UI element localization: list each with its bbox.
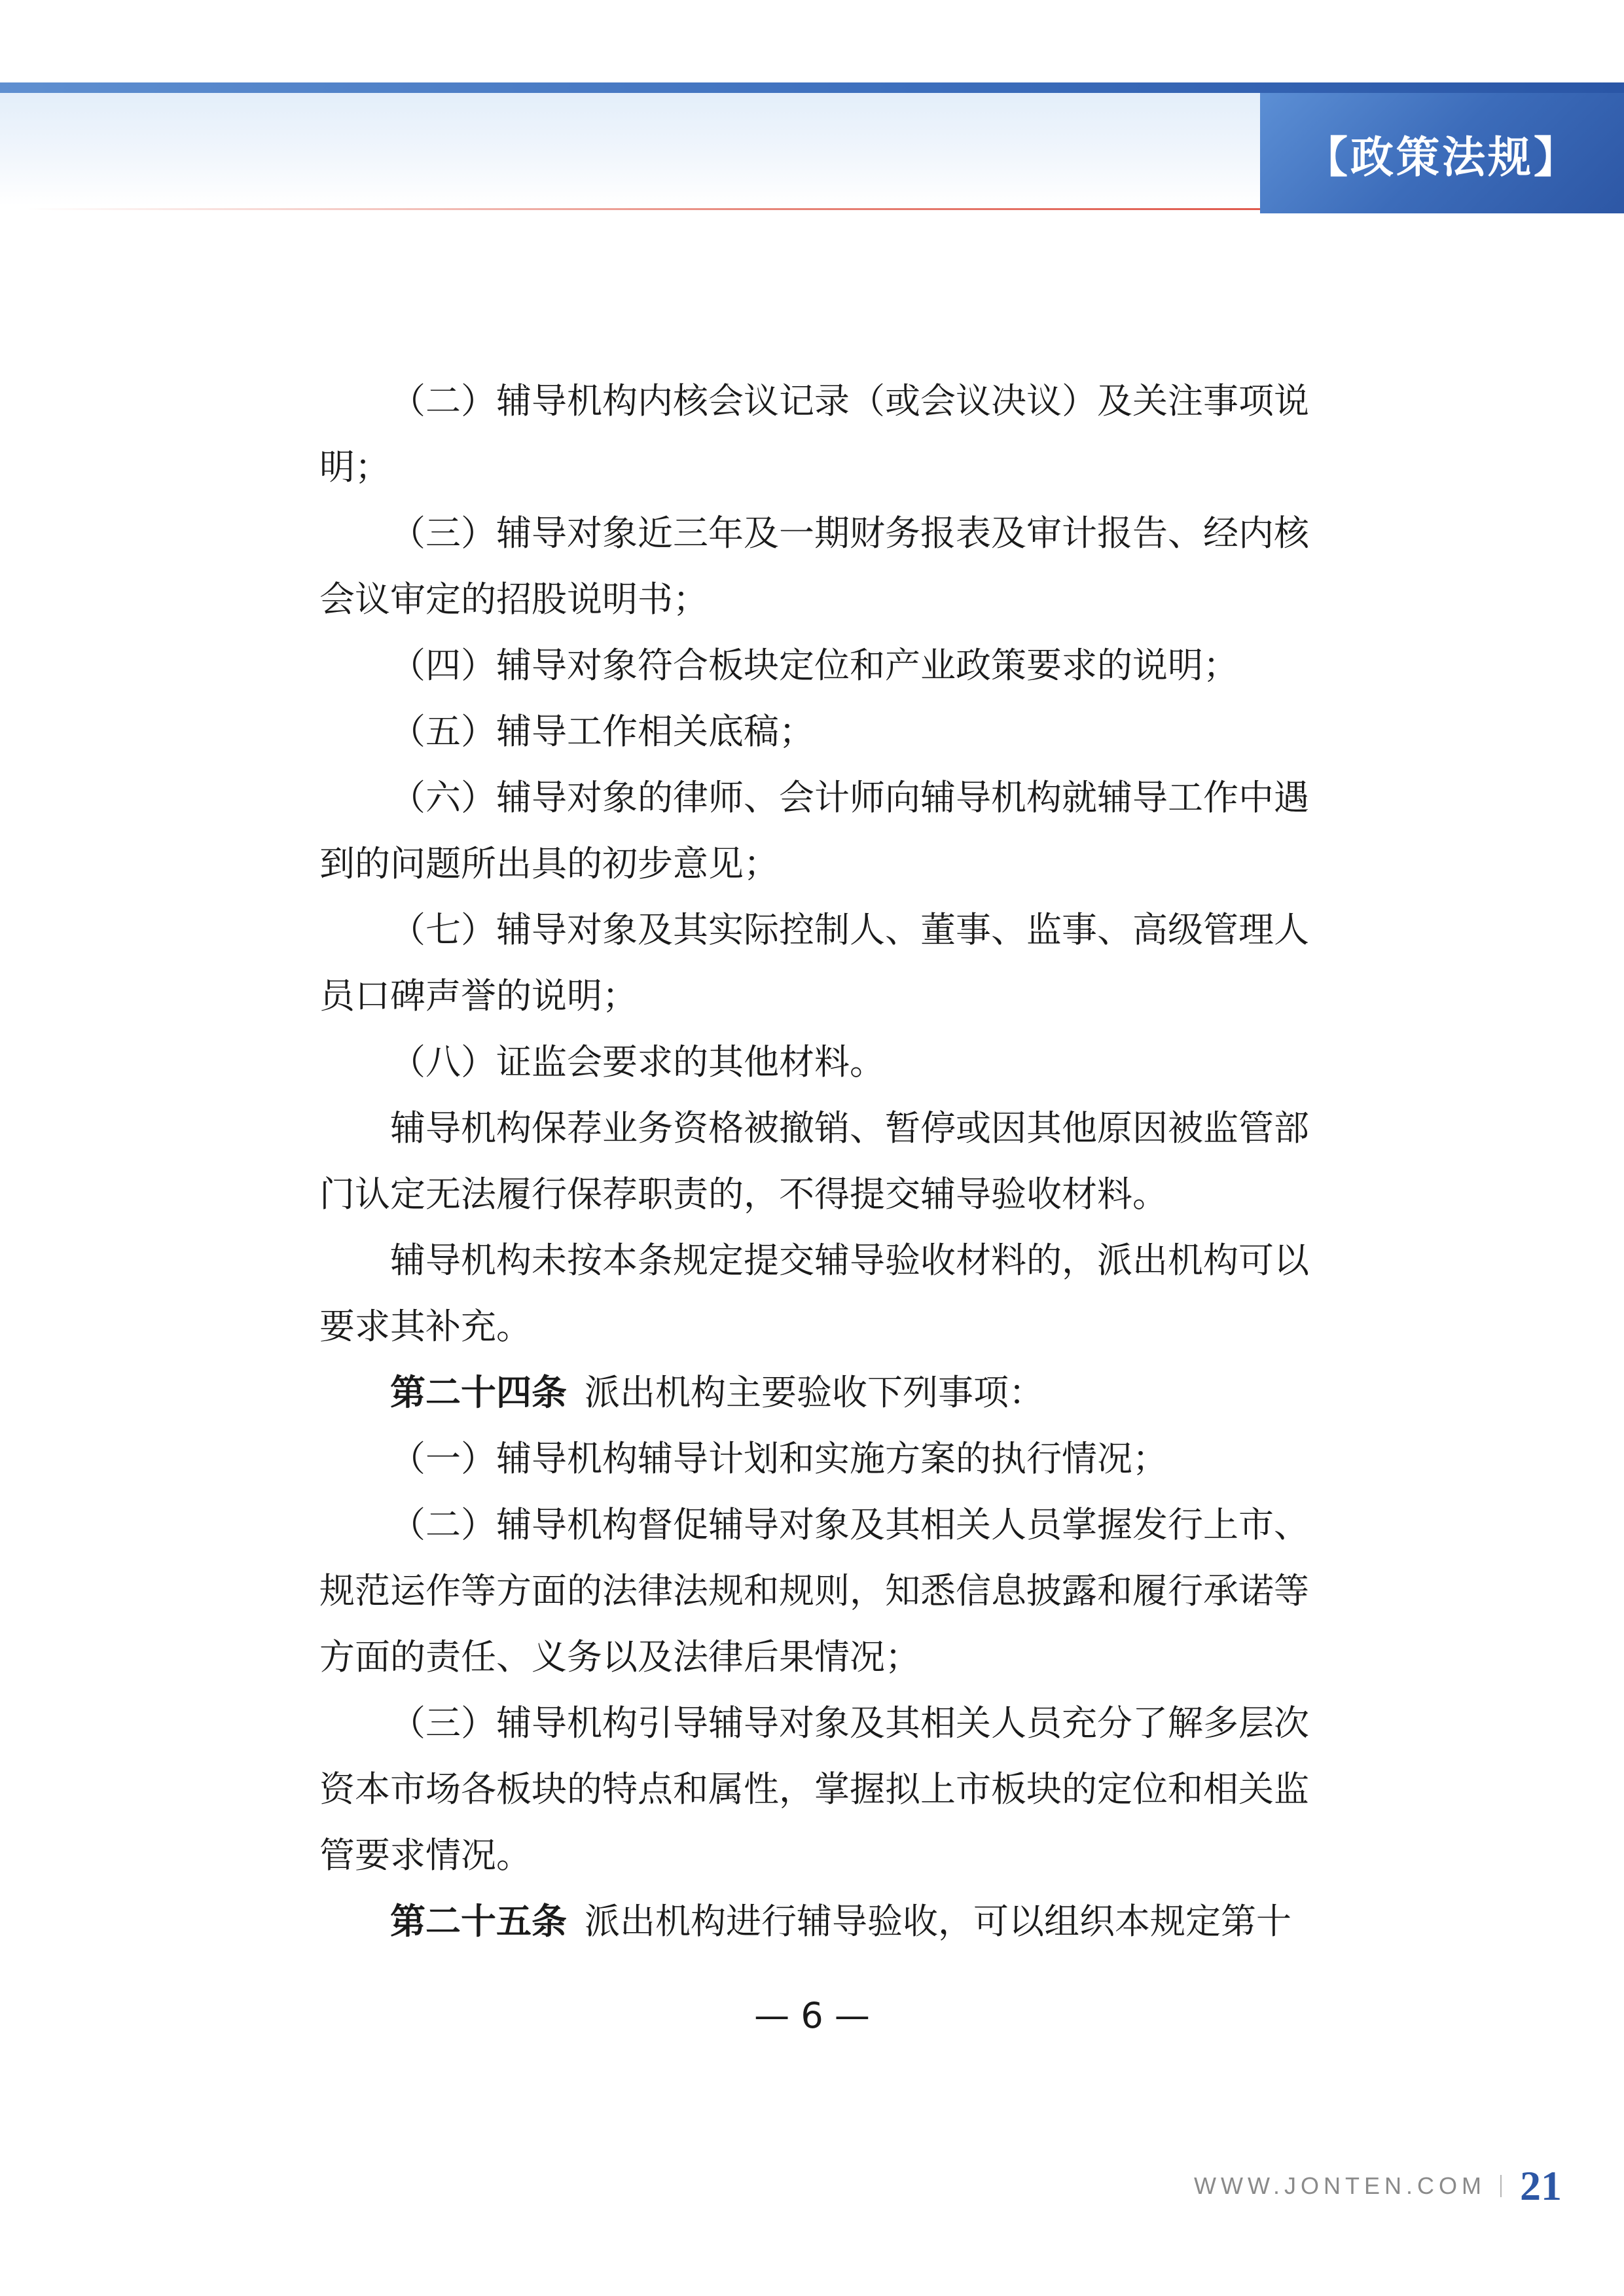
text-line: （八）证监会要求的其他材料。 bbox=[390, 1041, 885, 1083]
section-tab bbox=[1260, 93, 1624, 213]
document-body bbox=[319, 368, 1321, 1954]
text-line: （六）辅导对象的律师、会计师向辅导机构就辅导工作中遇 bbox=[390, 777, 1309, 818]
article-24-line bbox=[319, 1359, 1321, 1426]
article-24-text: 派出机构主要验收下列事项： bbox=[585, 1372, 1044, 1413]
text-line: （三）辅导对象近三年及一期财务报表及审计报告、经内核 bbox=[390, 512, 1309, 554]
text-line: 会议审定的招股说明书； bbox=[319, 579, 708, 620]
section-label: 【政策法规】 bbox=[1305, 131, 1579, 183]
page-footer bbox=[1194, 2160, 1562, 2212]
header-red-line bbox=[26, 208, 1260, 210]
header-top-line bbox=[0, 82, 1624, 93]
article-24-heading: 第二十四条 bbox=[390, 1372, 567, 1413]
text-line: 方面的责任、义务以及法律后果情况； bbox=[319, 1636, 920, 1677]
footer-page-number: 21 bbox=[1520, 2162, 1562, 2209]
inner-page-number: — 6 — bbox=[754, 1995, 870, 2036]
text-line: 资本市场各板块的特点和属性，掌握拟上市板块的定位和相关监 bbox=[319, 1768, 1309, 1810]
article-25-text: 派出机构进行辅导验收，可以组织本规定第十 bbox=[585, 1901, 1291, 1942]
text-line: 明； bbox=[319, 446, 390, 488]
text-line: 规范运作等方面的法律法规和规则，知悉信息披露和履行承诺等 bbox=[319, 1570, 1309, 1611]
text-line: 员口碑声誉的说明； bbox=[319, 975, 638, 1016]
text-line: 到的问题所出具的初步意见； bbox=[319, 843, 779, 884]
footer-divider bbox=[1500, 2175, 1502, 2197]
text-line: （三）辅导机构引导辅导对象及其相关人员充分了解多层次 bbox=[390, 1702, 1309, 1744]
text-line: 管要求情况。 bbox=[319, 1835, 532, 1876]
footer-website: WWW.JONTEN.COM bbox=[1194, 2172, 1486, 2199]
header-band bbox=[0, 93, 1260, 206]
text-line: （四）辅导对象符合板块定位和产业政策要求的说明； bbox=[390, 645, 1238, 686]
text-line: 辅导机构未按本条规定提交辅导验收材料的，派出机构可以 bbox=[390, 1240, 1309, 1281]
text-line: 辅导机构保荐业务资格被撤销、暂停或因其他原因被监管部 bbox=[390, 1107, 1309, 1149]
text-line: （二）辅导机构督促辅导对象及其相关人员掌握发行上市、 bbox=[390, 1504, 1309, 1545]
text-line: 要求其补充。 bbox=[319, 1306, 532, 1347]
text-line: （七）辅导对象及其实际控制人、董事、监事、高级管理人 bbox=[390, 909, 1309, 950]
article-25-heading: 第二十五条 bbox=[390, 1901, 567, 1942]
text-line: （一）辅导机构辅导计划和实施方案的执行情况； bbox=[390, 1438, 1168, 1479]
text-line: 门认定无法履行保荐职责的，不得提交辅导验收材料。 bbox=[319, 1174, 1168, 1215]
article-25-line bbox=[319, 1888, 1321, 1954]
text-line: （五）辅导工作相关底稿； bbox=[390, 711, 814, 752]
text-line: （二）辅导机构内核会议记录（或会议决议）及关注事项说 bbox=[390, 380, 1309, 422]
page-header bbox=[0, 82, 1624, 213]
